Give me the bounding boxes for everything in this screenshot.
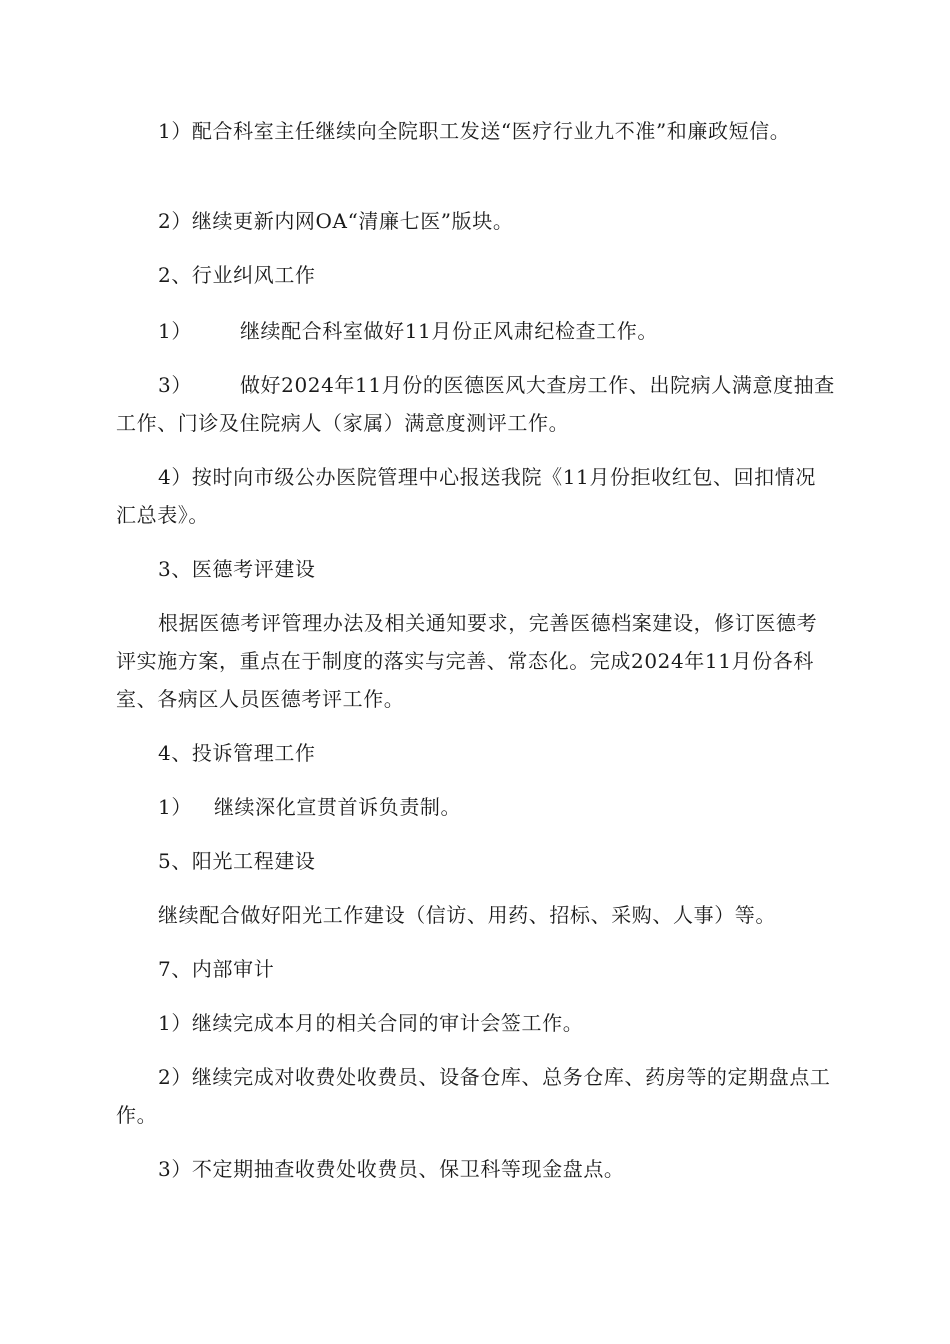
paragraph-contract-audit: 1）继续完成本月的相关合同的审计会签工作。 (158, 1011, 584, 1035)
paragraph-oa-update: 2）继续更新内网OA“清廉七医”版块。 (158, 209, 514, 233)
item-number: 3） (158, 373, 192, 397)
item-number: 1） (158, 795, 192, 819)
item-text: 继续深化宣贯首诉负责制。 (213, 795, 462, 819)
section-heading-internal-audit: 7、内部审计 (158, 957, 275, 981)
paragraph-sunshine-project: 继续配合做好阳光工作建设（信访、用药、招标、采购、人事）等。 (158, 903, 776, 927)
paragraph-report-submission: 4）按时向市级公办医院管理中心报送我院《11月份拒收红包、回扣情况汇总表》。 (116, 465, 816, 527)
paragraph-cash-check: 3）不定期抽查收费处收费员、保卫科等现金盘点。 (158, 1157, 625, 1181)
paragraph-ward-rounds (116, 366, 836, 442)
item-number: 1） (158, 319, 192, 343)
paragraph-inspection (116, 312, 836, 350)
section-heading-sunshine-project: 5、阳光工程建设 (158, 849, 316, 873)
paragraph-inventory-check: 2）继续完成对收费处收费员、设备仓库、总务仓库、药房等的定期盘点工作。 (116, 1065, 831, 1127)
item-text: 继续配合科室做好11月份正风肃纪检查工作。 (239, 319, 658, 343)
item-text: 做好2024年11月份的医德医风大查房工作、出院病人满意度抽查工作、门诊及住院病人（家属）满意度测评工作。 (116, 373, 835, 435)
paragraph-first-complaint (116, 788, 836, 826)
section-heading-complaint-management: 4、投诉管理工作 (158, 741, 316, 765)
paragraph-sms-notice: 1）配合科室主任继续向全院职工发送“医疗行业九不准”和廉政短信。 (158, 119, 791, 143)
section-heading-ethics-evaluation: 3、医德考评建设 (158, 557, 316, 581)
section-heading-industry-conduct: 2、行业纠风工作 (158, 263, 316, 287)
paragraph-ethics-evaluation: 根据医德考评管理办法及相关通知要求，完善医德档案建设，修订医德考评实施方案，重点在于制度的落实与完善、常态化。完成2024年11月份各科室、各病区人员医德考评工作。 (116, 611, 818, 711)
